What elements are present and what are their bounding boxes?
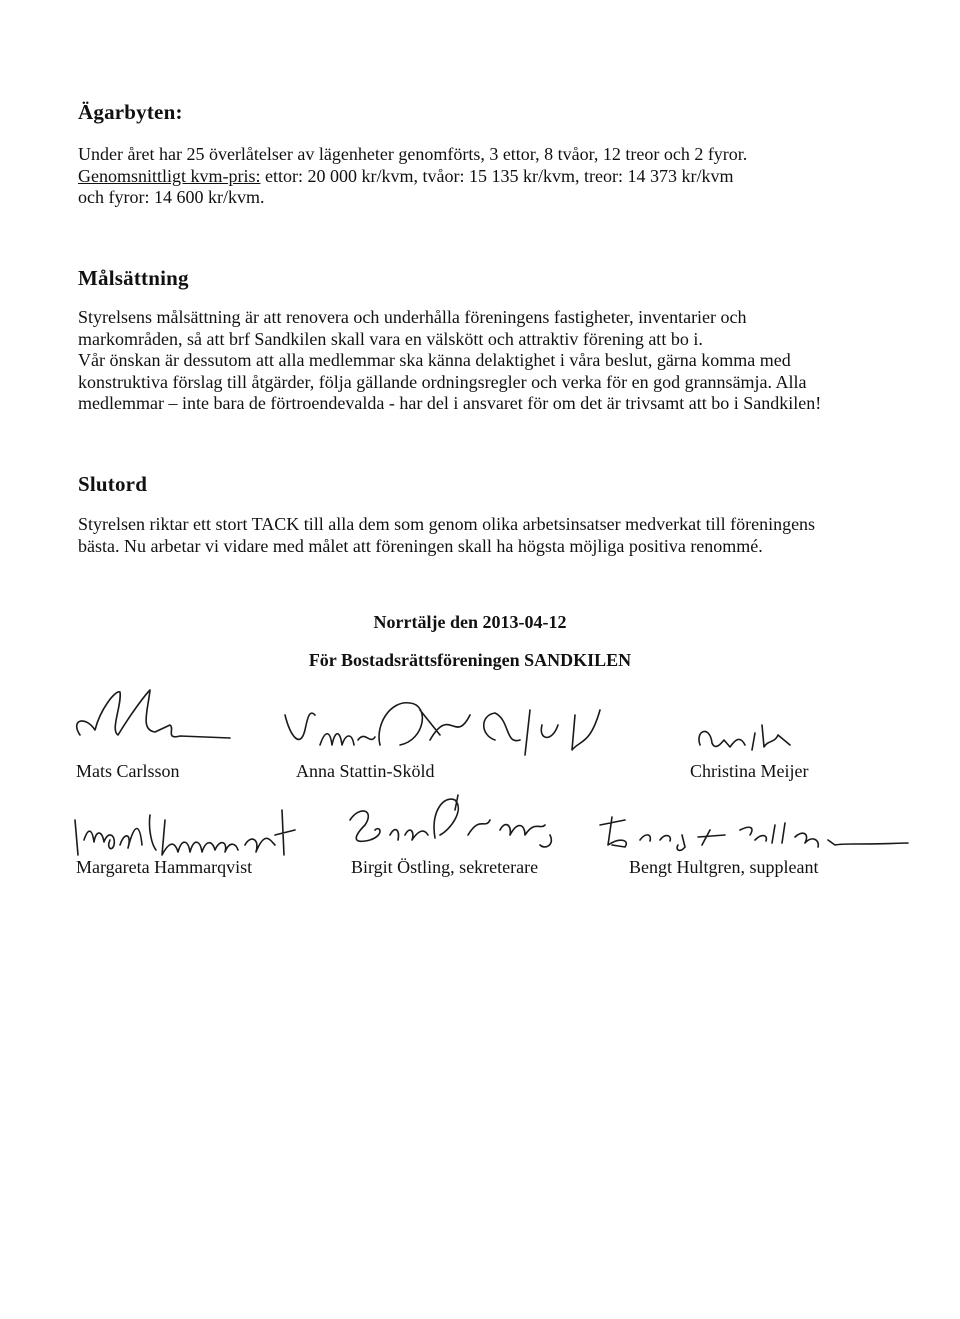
signature-margareta-hammarqvist: [70, 800, 300, 860]
avg-price-label: Genomsnittligt kvm-pris:: [78, 165, 261, 186]
signature-christina-meijer: [690, 715, 800, 760]
organization-name: För Bostadsrättsföreningen SANDKILEN: [308, 650, 632, 670]
signature-bengt-hultgren: [590, 805, 920, 855]
signature-birgit-ostling: [330, 790, 570, 860]
slutord-paragraph: Styrelsen riktar ett stort TACK till alla dem som genom olika arbetsinsatser medverkat till föreningens bästa. Nu arbetar vi vidare med målet att föreningen skall ha högsta möjliga positiva renommé.: [78, 514, 816, 556]
signatory-name-2: Anna Stattin-Sköld: [296, 761, 435, 781]
signatory-name-3: Christina Meijer: [690, 761, 809, 781]
place-date: Norrtälje den 2013-04-12: [373, 612, 567, 632]
signature-anna-stattin-skold: [280, 695, 610, 770]
signature-mats-carlsson: [60, 680, 240, 760]
heading-slutord: Slutord: [78, 472, 148, 496]
signatory-name-6: Bengt Hultgren, suppleant: [629, 857, 819, 877]
signatory-name-1: Mats Carlsson: [76, 761, 180, 781]
malsattning-paragraph: Styrelsens målsättning är att renovera och underhålla föreningens fastigheter, inventarier och markområden, så att brf Sandkilen skall vara en välskött och attraktiv förening att bo i. Vår önskan är dessutom att alla medlemmar ska känna delaktighet i våra beslut, gärna komma med konstruktiva förslag till åtgärder, följa gällande ordningsregler och verka för en god grannsämja. Alla medlemmar – inte bara de förtroendevalda - har del i ansvaret för om det är trivsamt att bo i Sandkilen!: [78, 307, 822, 413]
agarbyten-line-3: och fyror: 14 600 kr/kvm.: [78, 187, 265, 207]
signatory-name-5: Birgit Östling, sekreterare: [351, 857, 539, 877]
agarbyten-line-1: Under året har 25 överlåtelser av lägenheter genomförts, 3 ettor, 8 tvåor, 12 treor och 2 fyror.: [78, 144, 748, 164]
agarbyten-paragraph: [78, 144, 878, 209]
avg-price-values: ettor: 20 000 kr/kvm, tvåor: 15 135 kr/kvm, treor: 14 373 kr/kvm: [260, 165, 734, 186]
signatory-name-4: Margareta Hammarqvist: [76, 857, 253, 877]
heading-agarbyten: Ägarbyten:: [78, 100, 183, 124]
heading-malsattning: Målsättning: [78, 266, 189, 290]
